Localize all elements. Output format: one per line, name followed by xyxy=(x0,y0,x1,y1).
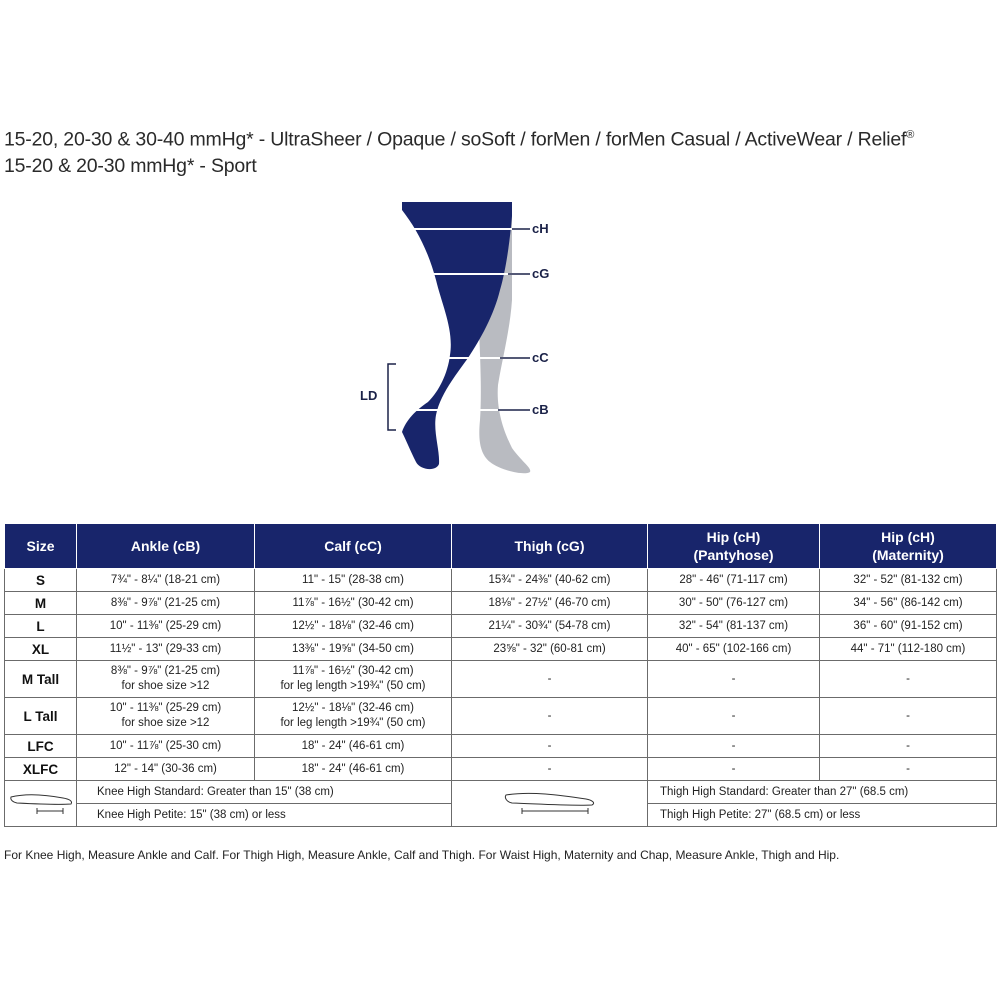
cell-calf: 13⅜" - 19⅝" (34-50 cm) xyxy=(255,638,452,661)
cell-size: XL xyxy=(5,638,77,661)
cell-calf: 11" - 15" (28-38 cm) xyxy=(255,569,452,592)
headline-line-1 xyxy=(4,122,914,153)
cell-hip-pantyhose: 32" - 54" (81-137 cm) xyxy=(648,615,820,638)
cell-size: M xyxy=(5,592,77,615)
table-row xyxy=(5,698,997,735)
cell-calf-note: for leg length >19¾" (50 cm) xyxy=(280,680,426,692)
cell-hip-maternity: 32" - 52" (81-132 cm) xyxy=(820,569,997,592)
label-cg: cG xyxy=(532,266,550,281)
cell-hip-maternity: 34" - 56" (86-142 cm) xyxy=(820,592,997,615)
measurement-instructions: For Knee High, Measure Ankle and Calf. For Thigh High, Measure Ankle, Calf and Thigh. For Waist High, Maternity and Chap, Measure Ankle, Thigh and Hip. xyxy=(4,848,840,862)
cell-hip-maternity: 44" - 71" (112-180 cm) xyxy=(820,638,997,661)
cell-hip-pantyhose: - xyxy=(648,758,820,781)
cell-calf xyxy=(255,661,452,698)
cell-hip-pantyhose: - xyxy=(648,735,820,758)
cell-hip-pantyhose: - xyxy=(648,661,820,698)
cell-ankle: 10" - 11⅜" (25-29 cm) xyxy=(77,615,255,638)
thigh-high-petite-note: Thigh High Petite: 27" (68.5 cm) or less xyxy=(648,804,997,827)
thigh-high-standard-note: Thigh High Standard: Greater than 27" (68.5 cm) xyxy=(648,781,997,804)
ld-bracket xyxy=(388,364,396,430)
knee-high-standard-note: Knee High Standard: Greater than 15" (38 cm) xyxy=(77,781,452,804)
cell-size: L Tall xyxy=(5,698,77,735)
cell-calf: 11⅞" - 16½" (30-42 cm) xyxy=(255,592,452,615)
thigh-high-illustration-cell xyxy=(452,781,648,827)
knee-high-leg-icon xyxy=(7,783,75,819)
cell-ankle-note: for shoe size >12 xyxy=(121,680,210,692)
cell-thigh: - xyxy=(452,698,648,735)
table-row xyxy=(5,638,997,661)
cell-thigh: 21¼" - 30¾" (54-78 cm) xyxy=(452,615,648,638)
cell-size: LFC xyxy=(5,735,77,758)
cell-ankle: 12" - 14" (30-36 cm) xyxy=(77,758,255,781)
table-row xyxy=(5,569,997,592)
cell-calf-note: for leg length >19¾" (50 cm) xyxy=(280,717,426,729)
cell-calf xyxy=(255,698,452,735)
cell-hip-maternity: - xyxy=(820,735,997,758)
registered-mark: ® xyxy=(906,129,915,141)
knee-high-illustration-cell xyxy=(5,781,77,827)
cell-size: M Tall xyxy=(5,661,77,698)
cell-hip-pantyhose: 40" - 65" (102-166 cm) xyxy=(648,638,820,661)
cell-thigh: - xyxy=(452,661,648,698)
cell-calf: 18" - 24" (46-61 cm) xyxy=(255,735,452,758)
label-cc: cC xyxy=(532,350,549,365)
table-row xyxy=(5,615,997,638)
table-row xyxy=(5,735,997,758)
cell-ankle-value: 10" - 11⅜" (25-29 cm) xyxy=(109,702,222,714)
cell-calf-value: 12½" - 18⅛" (32-46 cm) xyxy=(292,702,414,714)
header-hip-pantyhose-line2: (Pantyhose) xyxy=(693,547,774,563)
cell-ankle: 11½" - 13" (29-33 cm) xyxy=(77,638,255,661)
cell-thigh: 15¾" - 24⅜" (40-62 cm) xyxy=(452,569,648,592)
size-chart-table xyxy=(4,523,997,827)
cell-hip-maternity: 36" - 60" (91-152 cm) xyxy=(820,615,997,638)
cell-size: S xyxy=(5,569,77,592)
cell-hip-pantyhose: 30" - 50" (76-127 cm) xyxy=(648,592,820,615)
label-ch: cH xyxy=(532,221,549,236)
header-hip-pantyhose xyxy=(648,524,820,569)
cell-ankle-value: 8⅜" - 9⅞" (21-25 cm) xyxy=(110,665,221,677)
cell-ankle xyxy=(77,698,255,735)
cell-hip-pantyhose: - xyxy=(648,698,820,735)
cell-calf: 12½" - 18⅛" (32-46 cm) xyxy=(255,615,452,638)
header-hip-maternity xyxy=(820,524,997,569)
cell-calf-value: 11⅞" - 16½" (30-42 cm) xyxy=(292,665,414,677)
product-headline xyxy=(4,122,914,179)
header-hip-pantyhose-line1: Hip (cH) xyxy=(706,529,761,545)
thigh-high-leg-icon xyxy=(500,783,600,819)
knee-high-petite-note: Knee High Petite: 15" (38 cm) or less xyxy=(77,804,452,827)
cell-ankle-note: for shoe size >12 xyxy=(121,717,210,729)
cell-ankle: 8⅜" - 9⅞" (21-25 cm) xyxy=(77,592,255,615)
cell-hip-maternity: - xyxy=(820,661,997,698)
cell-calf: 18" - 24" (46-61 cm) xyxy=(255,758,452,781)
header-hip-maternity-line1: Hip (cH) xyxy=(881,529,935,545)
table-row xyxy=(5,661,997,698)
cell-hip-maternity: - xyxy=(820,758,997,781)
header-ankle: Ankle (cB) xyxy=(77,524,255,569)
table-header-row xyxy=(5,524,997,569)
cell-thigh: 23⅝" - 32" (60-81 cm) xyxy=(452,638,648,661)
headline-line-2: 15-20 & 20-30 mmHg* - Sport xyxy=(4,154,257,177)
cell-ankle xyxy=(77,661,255,698)
length-note-row xyxy=(5,781,997,804)
header-calf: Calf (cC) xyxy=(255,524,452,569)
header-hip-maternity-line2: (Maternity) xyxy=(872,547,944,563)
cell-thigh: - xyxy=(452,735,648,758)
header-size: Size xyxy=(5,524,77,569)
leg-measurement-diagram xyxy=(340,180,580,480)
label-ld: LD xyxy=(360,388,378,403)
cell-thigh: 18⅛" - 27½" (46-70 cm) xyxy=(452,592,648,615)
cell-ankle: 7¾" - 8¼" (18-21 cm) xyxy=(77,569,255,592)
label-cb: cB xyxy=(532,402,549,417)
cell-size: XLFC xyxy=(5,758,77,781)
cell-size: L xyxy=(5,615,77,638)
cell-ankle: 10" - 11⅞" (25-30 cm) xyxy=(77,735,255,758)
headline-line-1-text: 15-20, 20-30 & 30-40 mmHg* - UltraSheer / Opaque / soSoft / forMen / forMen Casual / ActiveWear / Relief xyxy=(4,128,907,151)
cell-hip-pantyhose: 28" - 46" (71-117 cm) xyxy=(648,569,820,592)
cell-thigh: - xyxy=(452,758,648,781)
table-row xyxy=(5,592,997,615)
table-row xyxy=(5,758,997,781)
header-thigh: Thigh (cG) xyxy=(452,524,648,569)
cell-hip-maternity: - xyxy=(820,698,997,735)
